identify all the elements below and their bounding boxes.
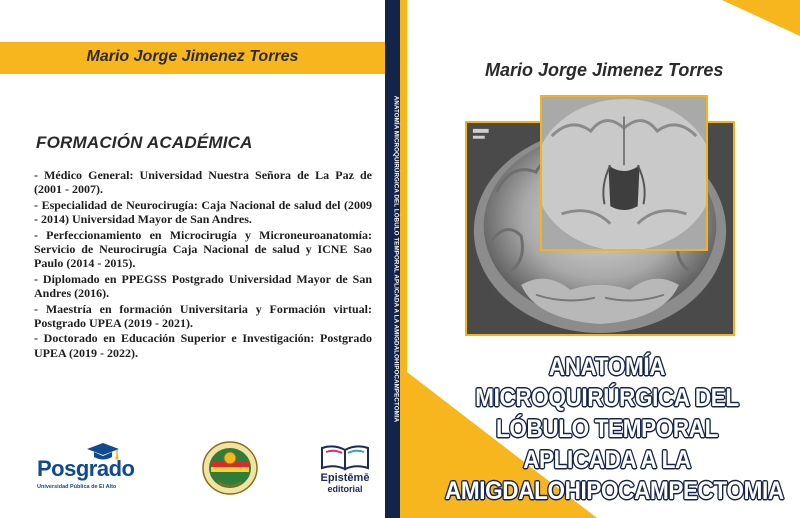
book-title-line: AMIGDALOHIPOCAMPECTOMIA — [445, 477, 784, 505]
formacion-list — [34, 168, 372, 361]
posgrado-wordmark: Posgrado — [37, 456, 135, 481]
university-seal-icon — [201, 440, 259, 496]
formacion-item: - Especialidad de Neurocirugía: Caja Nacional de salud del (2009 - 2014) Universidad Mayor de San Andres. — [34, 197, 372, 227]
episteme-subtitle: editorial — [327, 484, 363, 494]
open-book-icon — [312, 442, 378, 472]
front-cover — [407, 0, 800, 518]
brain-mri-zoom-inset — [540, 95, 708, 251]
formacion-item: - Maestría en formación Universitaria y Formación virtual: Postgrado UPEA (2019 - 2021). — [34, 301, 372, 331]
formacion-item: - Doctorado en Educación Superior e Investigación: Postgrado UPEA (2019 - 2022). — [34, 331, 372, 360]
formacion-heading: FORMACIÓN ACADÉMICA — [36, 133, 253, 152]
spine-title: ANATOMÍA MICROQUIRÚRGICA DEL LÓBULO TEMPORAL APLICADA A LA AMIGDALOHIPOCAMPECTOMIA — [392, 95, 400, 423]
spine-accent-stripe — [400, 0, 407, 518]
book-title-line: ANATOMÍA MICROQUIRÚRGICA DEL — [475, 353, 739, 412]
author-band — [0, 42, 385, 74]
book-title-line: LÓBULO TEMPORAL APLICADA A LA — [495, 415, 719, 474]
posgrado-subtitle: Universidad Pública de El Alto — [37, 484, 117, 490]
formacion-item: - Médico General: Universidad Nuestra Señora de La Paz de (2001 - 2007). — [34, 168, 372, 197]
book-title — [445, 352, 784, 507]
top-corner-triangle — [722, 0, 800, 36]
back-author-name: Mario Jorge Jimenez Torres — [86, 48, 299, 65]
episteme-wordmark: Epistēmē — [320, 472, 370, 484]
formacion-item: - Diplomado en PPEGSS Postgrado Universidad Mayor de San Andres (2016). — [34, 271, 372, 301]
episteme-logo — [312, 442, 378, 500]
back-cover — [0, 0, 385, 518]
front-author-name: Mario Jorge Jimenez Torres — [485, 60, 724, 80]
posgrado-logo — [33, 442, 143, 497]
formacion-item: - Perfeccionamiento en Microcirugía y Microneuroanatomía: Servicio de Neurocirugía Caja Nacional de salud y ICNE Sao Paulo (2014 - 2015). — [34, 227, 372, 271]
